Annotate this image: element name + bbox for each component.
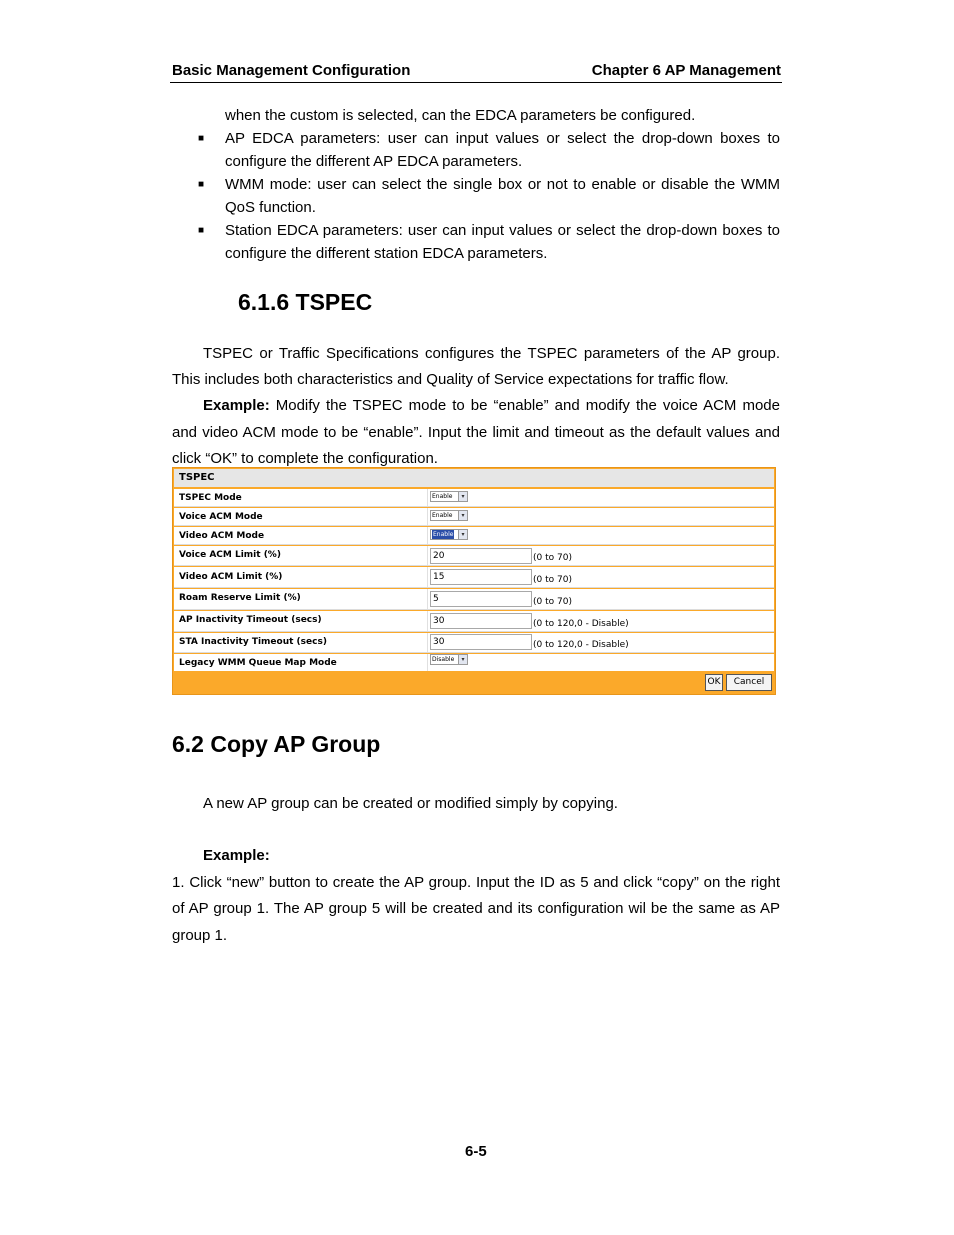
copy-step-1-line-1: 1. Click “new” button to create the AP group. Input the ID as 5 and click “copy” on the right [172,874,780,891]
tspec-example-line-2: and video ACM mode to be “enable”. Input the limit and timeout as the default values and [172,424,780,441]
row-legacy-wmm-queue-map-mode [174,654,774,671]
select-value: Enable [433,531,454,538]
chevron-down-icon: ▾ [458,655,467,664]
legacy-wmm-queue-map-select[interactable] [430,654,468,665]
row-divider [427,546,428,565]
row-label: STA Inactivity Timeout (secs) [179,637,327,647]
bullet-2-line-2: QoS function. [225,199,316,216]
row-video-acm-limit [174,567,774,588]
bullet-2-line-1: WMM mode: user can select the single box or not to enable or disable the WMM [225,176,780,193]
row-label: Roam Reserve Limit (%) [179,593,301,603]
row-divider [427,489,428,506]
chevron-down-icon: ▾ [458,492,467,501]
row-divider [427,567,428,587]
select-value: Disable [432,656,455,663]
row-label: Video ACM Limit (%) [179,572,283,582]
range-hint: (0 to 70) [533,575,572,585]
range-hint: (0 to 70) [533,597,572,607]
header-rule [170,82,782,83]
roam-reserve-limit-input[interactable]: 5 [430,591,532,607]
example-text: Modify the TSPEC mode to be “enable” and modify the voice ACM mode [269,397,780,414]
header-right-title: Chapter 6 AP Management [591,62,781,79]
example-label: Example: [203,397,270,414]
tspec-example-line-3: click “OK” to complete the configuration. [172,450,438,467]
bullet-marker: ■ [198,179,205,190]
row-label: Voice ACM Mode [179,512,263,522]
row-divider [427,611,428,631]
row-divider [427,589,428,609]
row-sta-inactivity-timeout [174,633,774,653]
page-number: 6-5 [465,1143,487,1160]
bullet-3-line-2: configure the different station EDCA parameters. [225,245,548,262]
row-ap-inactivity-timeout [174,611,774,632]
tspec-para-line-2: This includes both characteristics and Quality of Service expectations for traffic flow. [172,371,729,388]
video-acm-limit-input[interactable]: 15 [430,569,532,585]
bullet-1-line-2: configure the different AP EDCA parameters. [225,153,523,170]
row-label: Video ACM Mode [179,531,265,541]
bullet-1-line-1: AP EDCA parameters: user can input values or select the drop-down boxes to [225,130,780,147]
bullet-marker: ■ [198,133,205,144]
bullet-marker: ■ [198,225,205,236]
row-divider [427,654,428,671]
voice-acm-mode-select[interactable] [430,510,468,521]
row-divider [427,633,428,652]
ap-inactivity-timeout-input[interactable]: 30 [430,613,532,629]
header-left-title: Basic Management Configuration [172,62,411,79]
row-divider [427,508,428,525]
range-hint: (0 to 120,0 - Disable) [533,619,629,629]
section-heading-tspec: 6.1.6 TSPEC [238,289,373,315]
row-voice-acm-mode [174,508,774,526]
ok-button[interactable]: OK [705,674,723,691]
range-hint: (0 to 120,0 - Disable) [533,640,629,650]
sta-inactivity-timeout-input[interactable]: 30 [430,634,532,650]
panel-title: TSPEC [174,469,774,487]
row-label: Voice ACM Limit (%) [179,550,281,560]
chevron-down-icon: ▾ [458,530,467,539]
row-voice-acm-limit [174,546,774,566]
row-divider [427,527,428,544]
row-label: Legacy WMM Queue Map Mode [179,658,337,668]
copy-step-1-line-3: group 1. [172,927,228,944]
bullet-3-line-1: Station EDCA parameters: user can input values or select the drop-down boxes to [225,222,780,239]
row-label: AP Inactivity Timeout (secs) [179,615,322,625]
select-value: Enable [432,493,453,500]
row-label: TSPEC Mode [179,493,242,503]
range-hint: (0 to 70) [533,553,572,563]
tspec-mode-select[interactable] [430,491,468,502]
row-video-acm-mode [174,527,774,545]
tspec-example-line-1 [203,394,780,417]
voice-acm-limit-input[interactable]: 20 [430,548,532,564]
copy-example-label: Example: [203,847,270,864]
row-tspec-mode [174,489,774,507]
chevron-down-icon: ▾ [458,511,467,520]
cancel-button[interactable]: Cancel [726,674,772,691]
select-value: Enable [432,512,453,519]
intro-continuation: when the custom is selected, can the EDCA parameters be configured. [225,107,696,124]
copy-para: A new AP group can be created or modified simply by copying. [203,795,618,812]
video-acm-mode-select[interactable] [430,529,468,540]
section-heading-copy-ap-group: 6.2 Copy AP Group [172,731,381,757]
row-roam-reserve-limit [174,589,774,610]
tspec-config-panel [172,467,776,695]
copy-step-1-line-2: of AP group 1. The AP group 5 will be created and its configuration wil be the same as AP [172,900,780,917]
tspec-para-line-1: TSPEC or Traffic Specifications configures the TSPEC parameters of the AP group. [203,345,780,362]
